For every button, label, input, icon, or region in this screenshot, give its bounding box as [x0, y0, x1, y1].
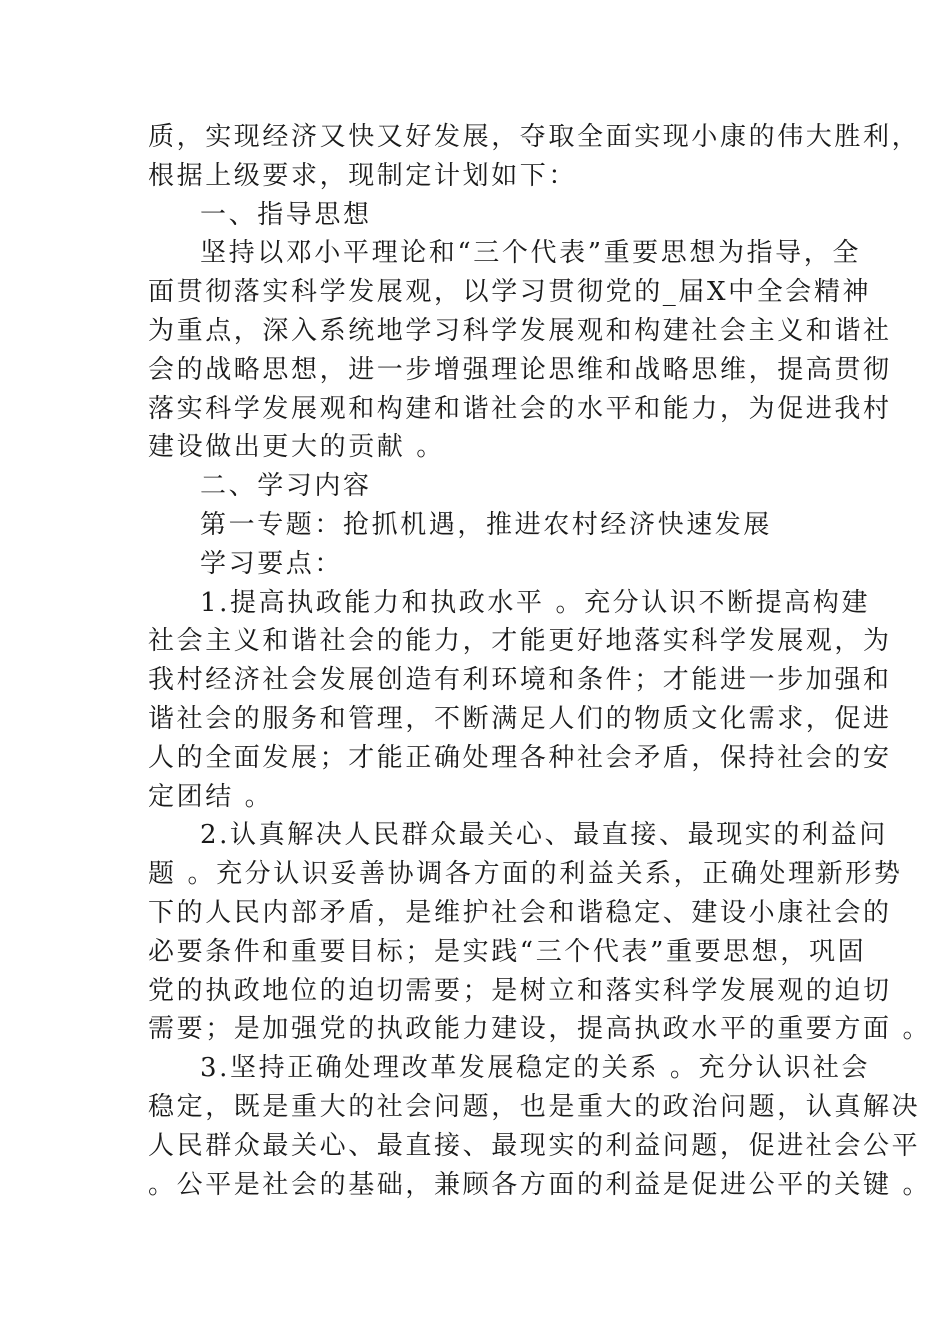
document-line: 定团结 。	[148, 781, 274, 812]
document-line: 为重点，深入系统地学习科学发展观和构建社会主义和谐社	[148, 315, 892, 346]
document-line: 第一专题：抢抓机遇，推进农村经济快速发展	[200, 509, 773, 540]
document-line: 根据上级要求，现制定计划如下：	[148, 160, 578, 191]
document-line: 学习要点：	[200, 548, 344, 579]
document-line: 坚持以邓小平理论和“三个代表”重要思想为指导，全	[200, 238, 861, 269]
document-line: 3.坚持正确处理改革发展稳定的关系 。充分认识社会	[200, 1053, 871, 1084]
document-line: 需要；是加强党的执政能力建设，提高执政水平的重要方面 。	[148, 1014, 932, 1045]
document-line: 2.认真解决人民群众最关心、最直接、最现实的利益问	[200, 820, 888, 851]
document-line: 题 。充分认识妥善协调各方面的利益关系，正确处理新形势	[148, 859, 903, 890]
document-line: 二、学习内容	[200, 471, 372, 502]
document-line: 人的全面发展；才能正确处理各种社会矛盾，保持社会的安	[148, 742, 892, 773]
document-line: 面贯彻落实科学发展观，以学习贯彻党的_届X中全会精神	[148, 277, 872, 308]
document-line: 党的执政地位的迫切需要；是树立和落实科学发展观的迫切	[148, 975, 892, 1006]
document-line: 必要条件和重要目标；是实践“三个代表”重要思想，巩固	[148, 936, 867, 967]
document-line: 会的战略思想，进一步增强理论思维和战略思维，提高贯彻	[148, 354, 892, 385]
document-line: 社会主义和谐社会的能力，才能更好地落实科学发展观，为	[148, 626, 892, 657]
document-line: 1.提高执政能力和执政水平 。充分认识不断提高构建	[200, 587, 871, 618]
document-line: 人民群众最关心、最直接、最现实的利益问题，促进社会公平	[148, 1130, 921, 1161]
document-line: 建设做出更大的贡献 。	[148, 432, 445, 463]
document-line: 谐社会的服务和管理，不断满足人们的物质文化需求，促进	[148, 703, 892, 734]
document-line: 质，实现经济又快又好发展，夺取全面实现小康的伟大胜利，	[148, 122, 921, 152]
document-line: 稳定，既是重大的社会问题，也是重大的政治问题，认真解决	[148, 1091, 921, 1122]
document-line: 落实科学发展观和构建和谐社会的水平和能力，为促进我村	[148, 393, 892, 424]
document-body	[148, 118, 932, 1204]
document-line: 我村经济社会发展创造有利环境和条件；才能进一步加强和	[148, 665, 892, 696]
document-line: 下的人民内部矛盾，是维护社会和谐稳定、建设小康社会的	[148, 897, 892, 928]
document-line: 一、指导思想	[200, 199, 372, 230]
document-line: 。公平是社会的基础，兼顾各方面的利益是促进公平的关键 。	[148, 1169, 932, 1200]
